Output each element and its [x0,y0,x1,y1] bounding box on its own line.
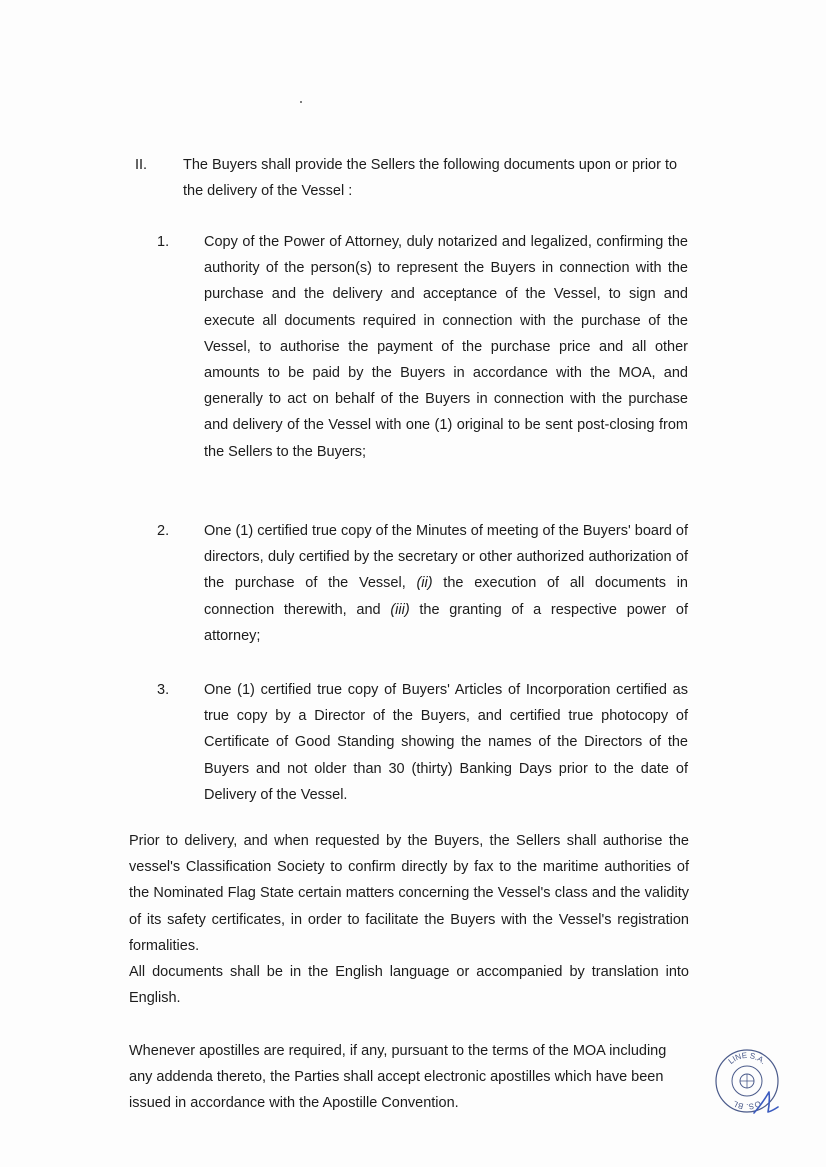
list-item-text-part: the execution of all documents in connection therewith, and [204,575,689,618]
classification-paragraph: Prior to delivery, and when requested by the Buyers, the Sellers shall authorise the vessel's Classification Society to confirm directly by fax to the maritime authorities of the Nominated Flag State certain matters concerning the Vessel's class and the validity of its safety certificates, in order to facilitate the Buyers with the Vessel's registration formalities. [129,833,689,954]
list-item-text-part: the granting of a respective power of attorney; [204,601,688,644]
list-item-marker-ii: (ii) [416,575,433,592]
list-item-number: 1. [157,234,170,250]
stamp-text-bottom: OS. BL [731,1098,763,1112]
scan-speck [300,101,302,103]
list-item-text-part: One (1) certified true copy of the Minutes of meeting of the Buyers' board of directors, duly certified by the secretary or other authorized authorization of the purchase of the Vessel, [204,523,688,592]
apostilles-paragraph: Whenever apostilles are required, if any, pursuant to the terms of the MOA including any addenda thereto, the Parties shall accept electronic apostilles which have been issued in accordance with the Apostille Convention. [129,1043,667,1112]
stamp-text-top: LINE S.A. [726,1050,768,1066]
section-number: II. [135,157,148,173]
list-item-number: 2. [157,523,170,539]
section-intro-text: The Buyers shall provide the Sellers the following documents upon or prior to the delivery of the Vessel : [183,157,678,199]
signature-mark [752,1086,782,1116]
list-item-number: 3. [157,682,170,698]
list-item-text: One (1) certified true copy of Buyers' Articles of Incorporation certified as true copy by a Director of the Buyers, and certified true photocopy of Certificate of Good Standing showing the names of the Directors of the Buyers and not older than 30 (thirty) Banking Days prior to the date of Delivery of the Vessel. [204,682,688,803]
language-paragraph: All documents shall be in the English language or accompanied by translation into English. [129,964,689,1007]
list-item-marker-iii: (iii) [390,601,410,618]
list-item-text: Copy of the Power of Attorney, duly notarized and legalized, confirming the authority of the person(s) to represent the Buyers in connection with the purchase and the delivery and acceptance of the Vessel, to sign and execute all documents required in connection with the purchase of the Vessel, to authorise the payment of the purchase price and all other amounts to be paid by the Buyers in accordance with the MOA, and generally to act on behalf of the Buyers in connection with the purchase and delivery of the Vessel with one (1) original to be sent post-closing from the Sellers to the Buyers; [204,234,688,460]
list-item-text [204,518,688,649]
